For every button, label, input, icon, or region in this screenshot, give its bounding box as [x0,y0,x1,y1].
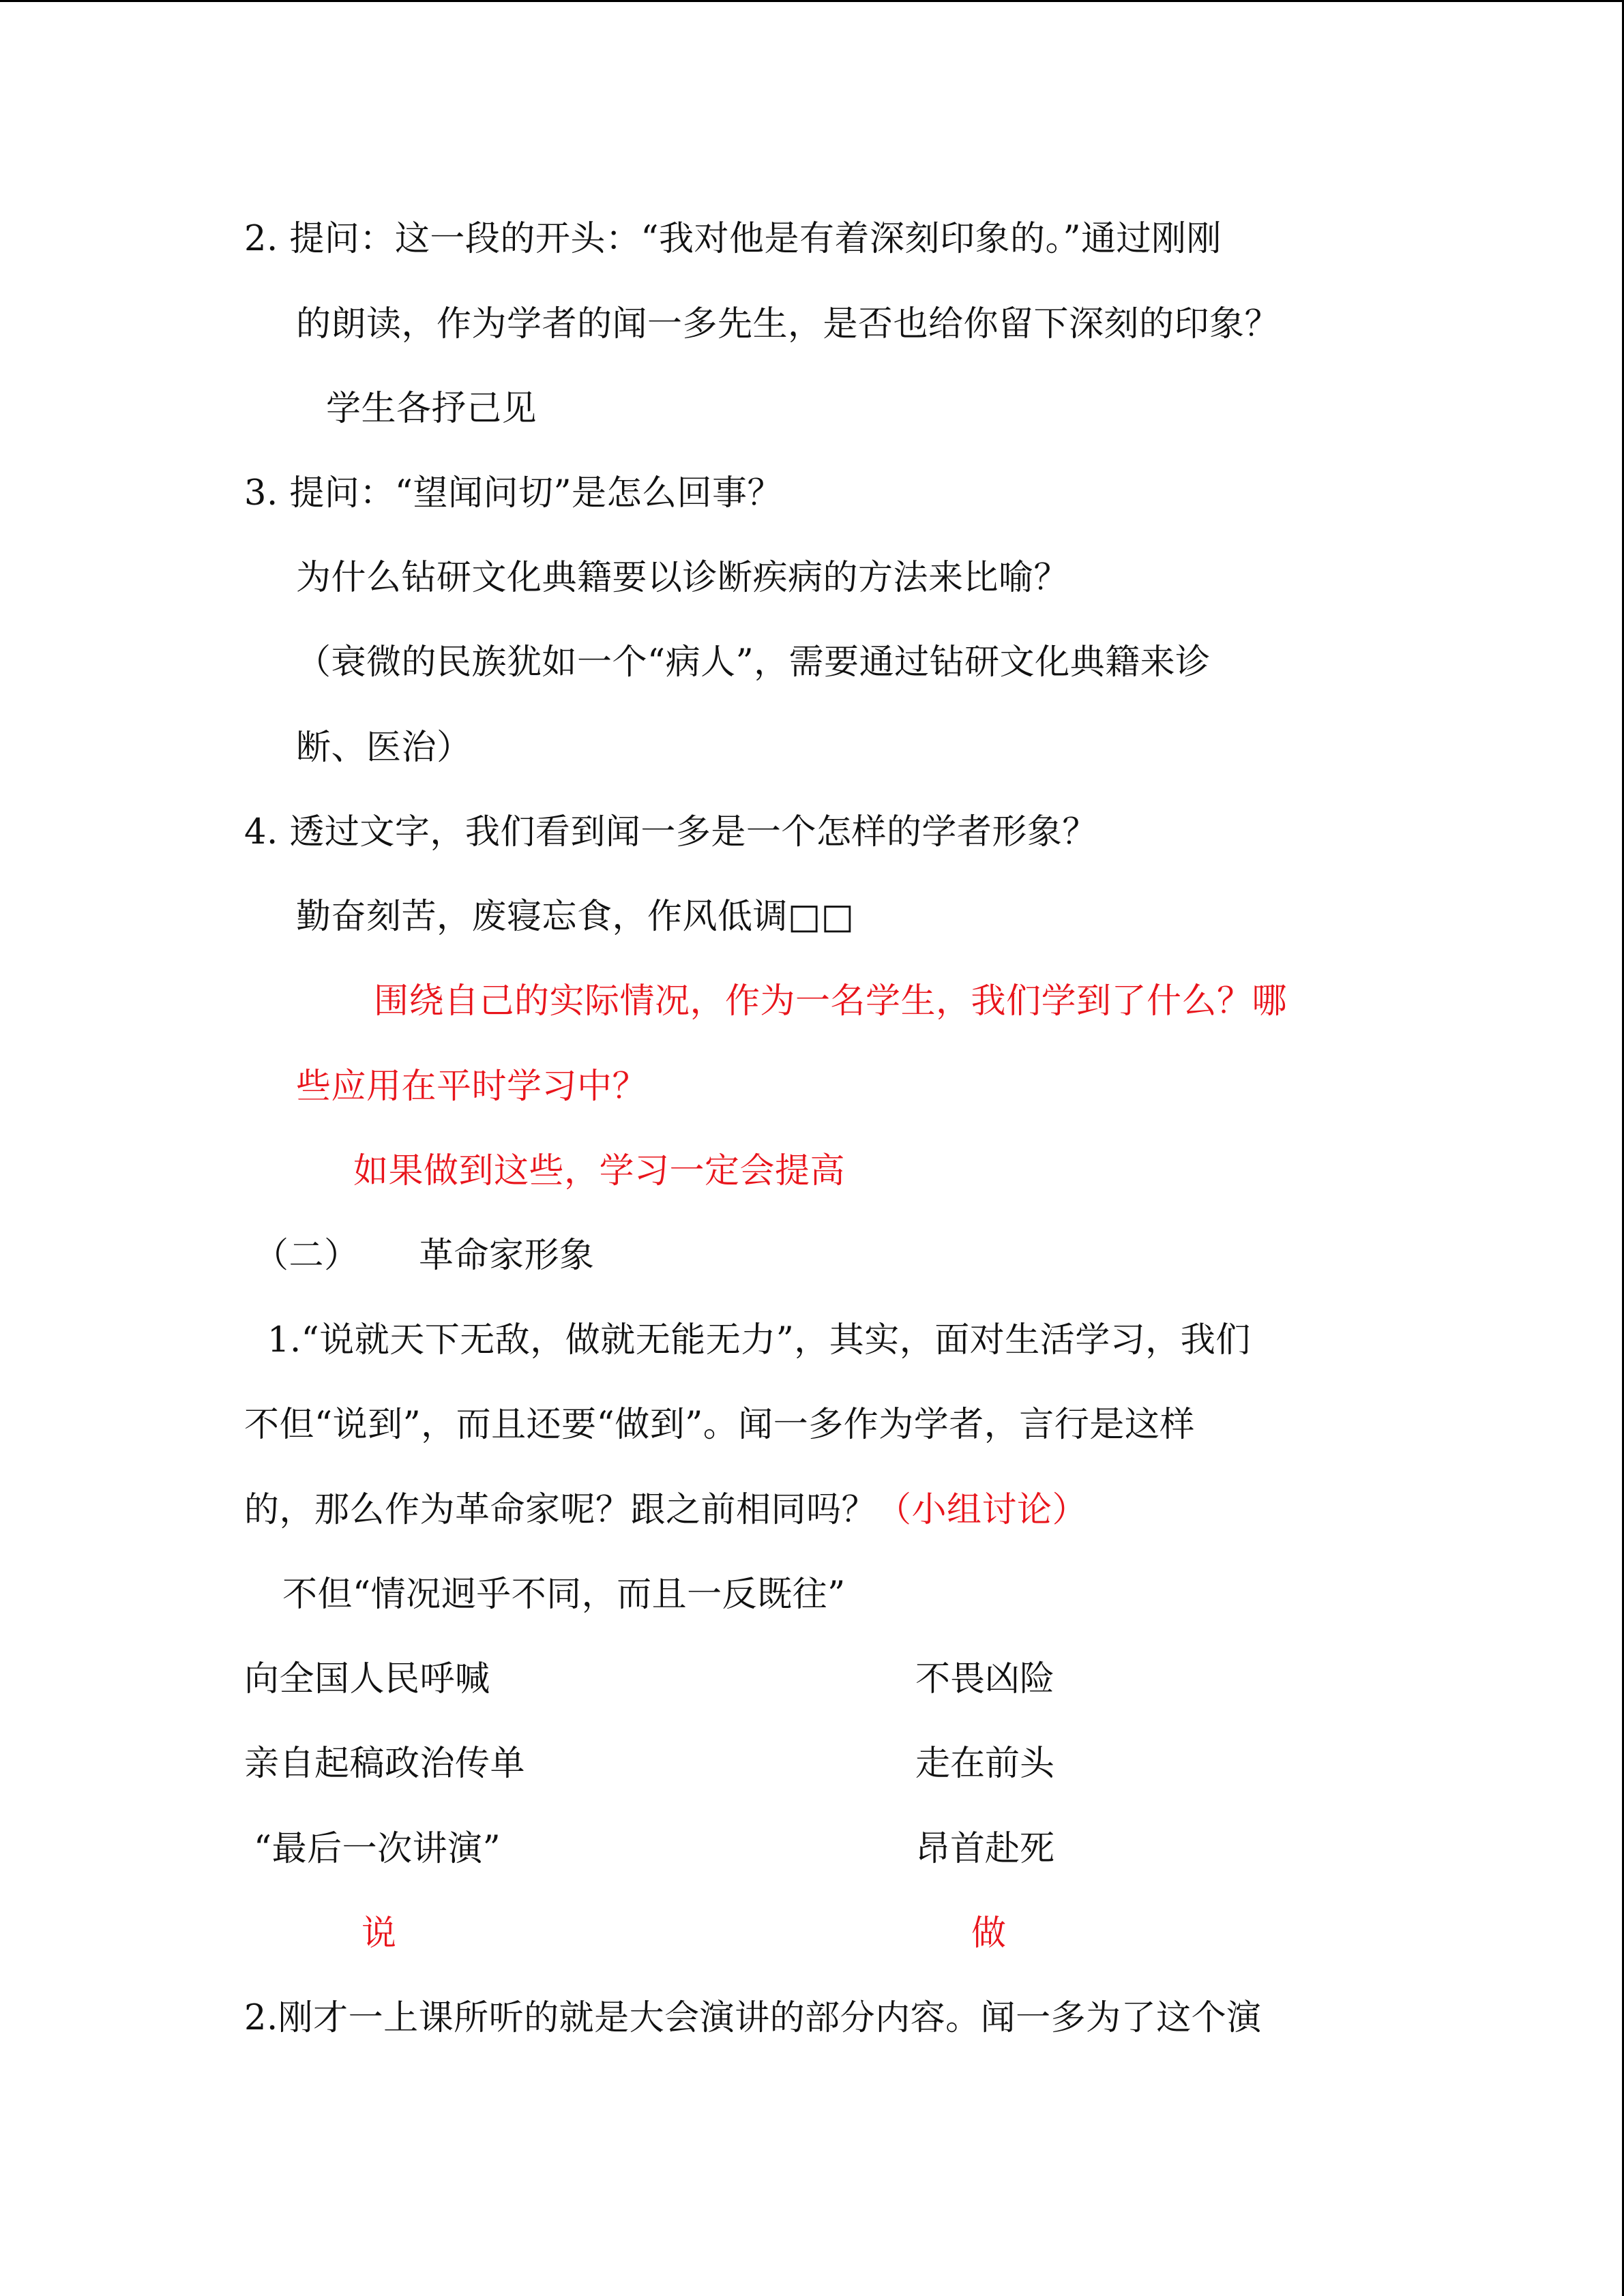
red-prompt-line-2: 些应用在平时学习中？ [296,1067,648,1107]
section-2-title: 革命家形象 [419,1236,595,1276]
list-item: 走在前头 [915,1744,1055,1784]
say-label: 说 [361,1913,397,1954]
list-item: 不畏凶险 [915,1659,1055,1699]
question-4-answer: 勤奋刻苦，废寝忘食，作风低调□□ [296,897,855,937]
section-2-q2-line-1: 2.刚才一上课所听的就是大会演讲的部分内容。闻一多为了这个演 [244,1998,1262,2038]
list-item: 昂首赴死 [915,1829,1055,1869]
question-3-answer-line-1: （衰微的民族犹如一个“病人”，需要通过钻研文化典籍来诊 [296,642,1211,683]
section-2-number: （二） [254,1236,359,1276]
question-4-line-1: 4. 透过文字，我们看到闻一多是一个怎样的学者形象？ [244,812,1097,852]
section-2-q1-answer: 不但“情况迥乎不同，而且一反既往” [282,1575,846,1615]
question-2-answer: 学生各抒己见 [326,389,537,429]
red-prompt-line-1: 围绕自己的实际情况，作为一名学生，我们学到了什么？哪 [374,981,1288,1022]
list-item: 亲自起稿政治传单 [244,1744,526,1784]
question-2-line-2: 的朗读，作为学者的闻一多先生，是否也给你留下深刻的印象？ [296,304,1280,344]
question-3-line-1: 3. 提问：“望闻问切”是怎么回事？ [244,473,783,513]
group-discussion-label: （小组讨论） [876,1490,1088,1530]
section-2-q1-text: 的，那么作为革命家呢？跟之前相同吗？ [244,1490,877,1530]
question-3-answer-line-2: 断、医治） [296,728,472,768]
list-item: “最后一次讲演” [254,1829,501,1869]
section-2-q1-line-3 [244,1490,1087,1531]
section-2-q1-line-2: 不但“说到”，而且还要“做到”。闻一多作为学者，言行是这样 [244,1405,1195,1445]
question-2-line-1: 2. 提问：这一段的开头：“我对他是有着深刻印象的。”通过刚刚 [244,219,1222,259]
red-conclusion: 如果做到这些，学习一定会提高 [353,1151,846,1191]
list-item: 向全国人民呼喊 [244,1659,490,1699]
section-2-q1-line-1: 1.“说就天下无敌，做就无能无力”，其实，面对生活学习，我们 [267,1320,1251,1360]
do-label: 做 [971,1913,1007,1954]
question-3-line-2: 为什么钻研文化典籍要以诊断疾病的方法来比喻？ [296,558,1069,598]
